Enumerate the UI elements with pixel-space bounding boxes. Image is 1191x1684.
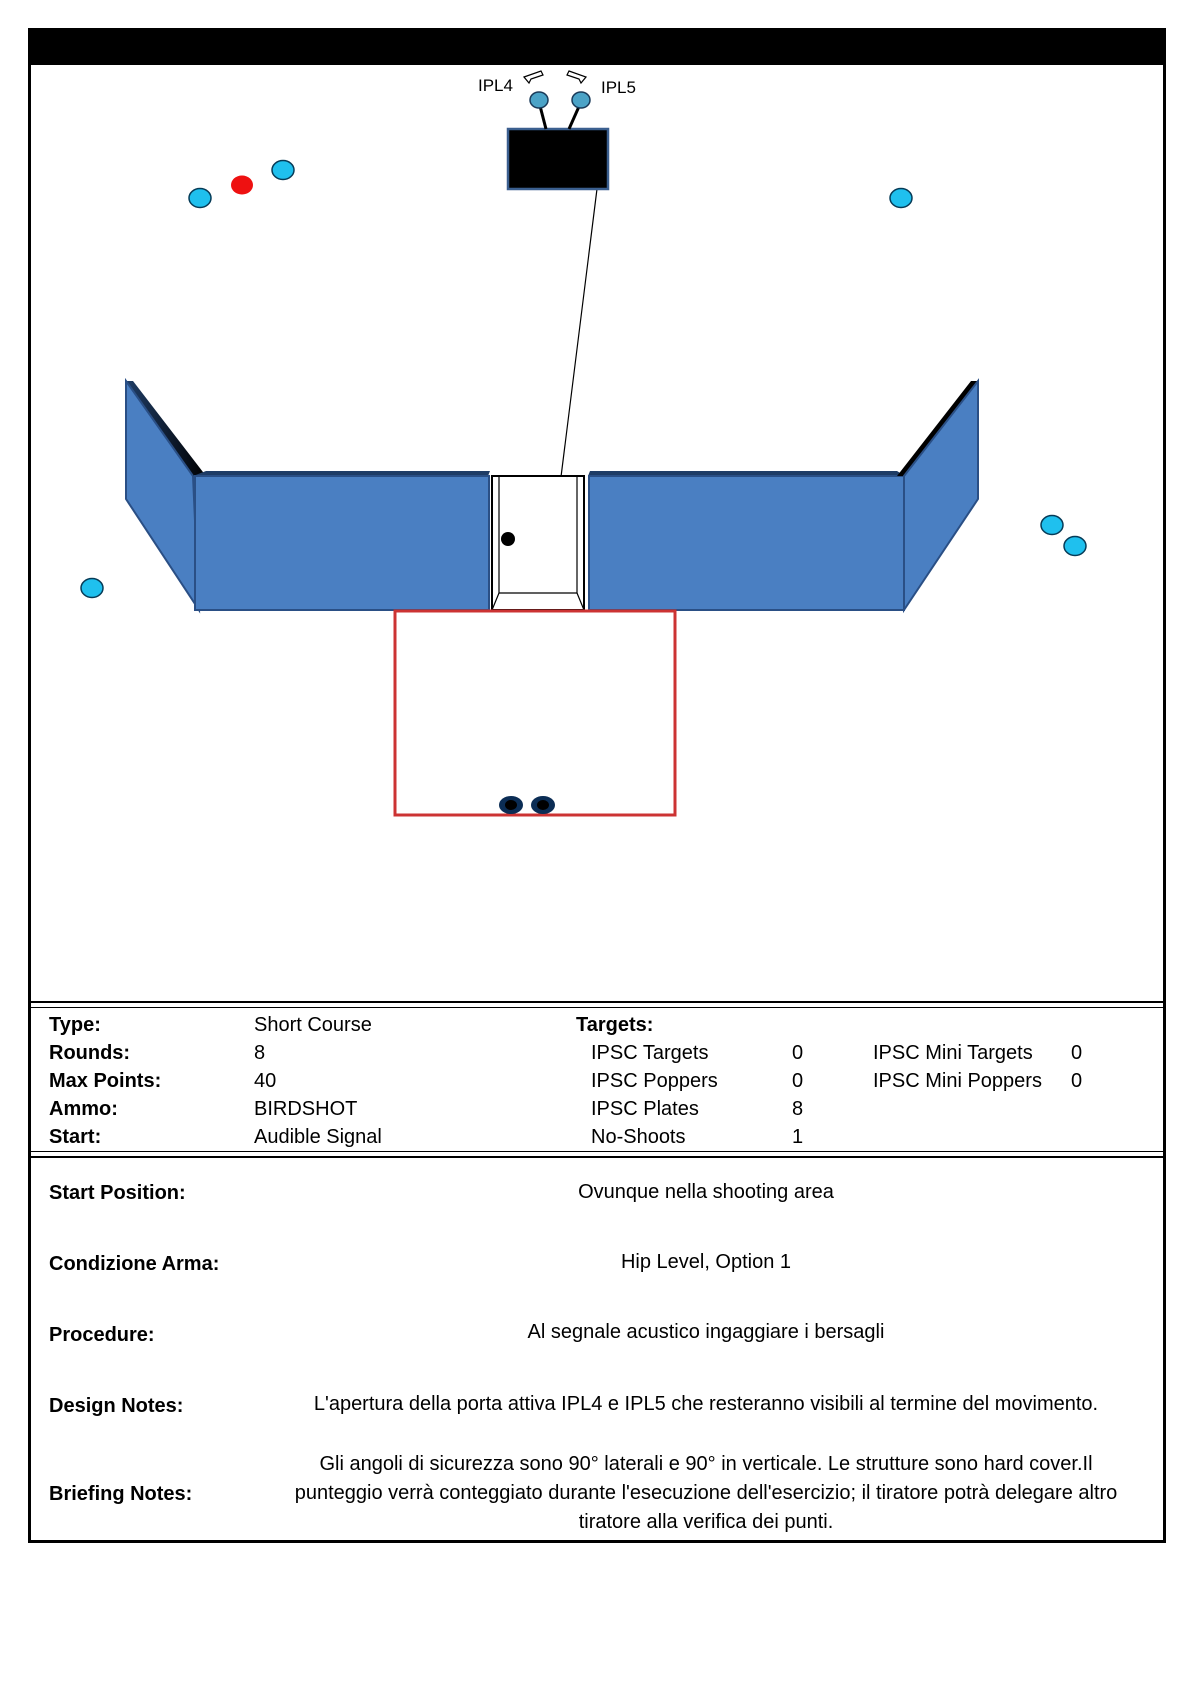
procedure-label: Procedure:	[49, 1324, 155, 1346]
right-angled-wall	[897, 381, 978, 610]
plate-target-icon	[81, 579, 103, 598]
target-value: 8	[792, 1098, 804, 1120]
design-notes-label: Design Notes:	[49, 1395, 184, 1417]
ammo-label: Ammo:	[49, 1098, 118, 1120]
condizione-label: Condizione Arma:	[49, 1253, 220, 1275]
procedure-value: Al segnale acustico ingaggiare i bersagli	[527, 1321, 885, 1343]
mini-target-value: 0	[1071, 1042, 1083, 1064]
maxpoints-label: Max Points:	[49, 1070, 162, 1092]
stage-info	[31, 1006, 1163, 1148]
ipl-box	[508, 129, 608, 189]
stage-diagram	[31, 31, 1163, 1006]
maxpoints-value: 40	[254, 1070, 277, 1092]
briefing-line: Gli angoli di sicurezza sono 90° laterali e 90° in verticale. Le strutture sono hard cover.Il	[319, 1453, 1093, 1475]
rotate-arrow-icon	[524, 71, 543, 83]
target-label: No-Shoots	[591, 1126, 686, 1148]
left-front-wall	[193, 471, 490, 610]
stage-notes	[31, 1156, 1163, 1541]
ipl5-label: IPL5	[601, 78, 636, 97]
stage-sheet	[28, 28, 1166, 1543]
shooting-area	[395, 611, 675, 815]
rounds-label: Rounds:	[49, 1042, 131, 1064]
mini-target-label: IPSC Mini Targets	[873, 1042, 1033, 1064]
divider	[31, 1001, 1163, 1003]
briefing-line: punteggio verrà conteggiato durante l'esecuzione dell'esercizio; il tiratore potrà delegare altro	[294, 1482, 1118, 1504]
ipl4-label: IPL4	[478, 76, 513, 95]
door-handle-icon	[501, 532, 515, 546]
design-notes-value: L'apertura della porta attiva IPL4 e IPL5 che resteranno visibili al termine del movimento.	[313, 1393, 1099, 1415]
plate-target-icon	[272, 161, 294, 180]
plate-target-icon	[1064, 537, 1086, 556]
target-label: IPSC Targets	[591, 1042, 709, 1064]
mini-target-label: IPSC Mini Poppers	[873, 1070, 1042, 1092]
condizione-value: Hip Level, Option 1	[620, 1251, 792, 1273]
target-value: 0	[792, 1042, 804, 1064]
plate-target-icon	[189, 189, 211, 208]
type-value: Short Course	[254, 1014, 372, 1036]
rotate-arrow-icon	[567, 71, 586, 83]
briefing-line: tiratore alla verifica dei punti.	[578, 1511, 834, 1533]
start-position-value: Ovunque nella shooting area	[578, 1181, 834, 1203]
no-shoot-icon	[231, 176, 253, 195]
door	[492, 476, 584, 610]
plate-target-icon	[890, 189, 912, 208]
briefing-notes-label: Briefing Notes:	[49, 1483, 193, 1505]
type-label: Type:	[49, 1014, 101, 1036]
rounds-value: 8	[254, 1042, 266, 1064]
popper-icon	[572, 92, 590, 108]
target-value: 0	[792, 1070, 804, 1092]
target-label: IPSC Plates	[591, 1098, 699, 1120]
start-label: Start:	[49, 1126, 102, 1148]
briefing-notes-value	[261, 1450, 1151, 1537]
divider	[31, 1151, 1163, 1152]
target-label: IPSC Poppers	[591, 1070, 718, 1092]
ammo-value: BIRDSHOT	[254, 1098, 358, 1120]
start-value: Audible Signal	[254, 1126, 382, 1148]
activation-wire	[557, 189, 597, 509]
plate-target-icon	[1041, 516, 1063, 535]
popper-icon	[530, 92, 548, 108]
start-position-label: Start Position:	[49, 1182, 186, 1204]
target-value: 1	[792, 1126, 804, 1148]
right-front-wall	[588, 471, 905, 610]
mini-target-value: 0	[1071, 1070, 1083, 1092]
targets-title: Targets:	[576, 1014, 654, 1036]
